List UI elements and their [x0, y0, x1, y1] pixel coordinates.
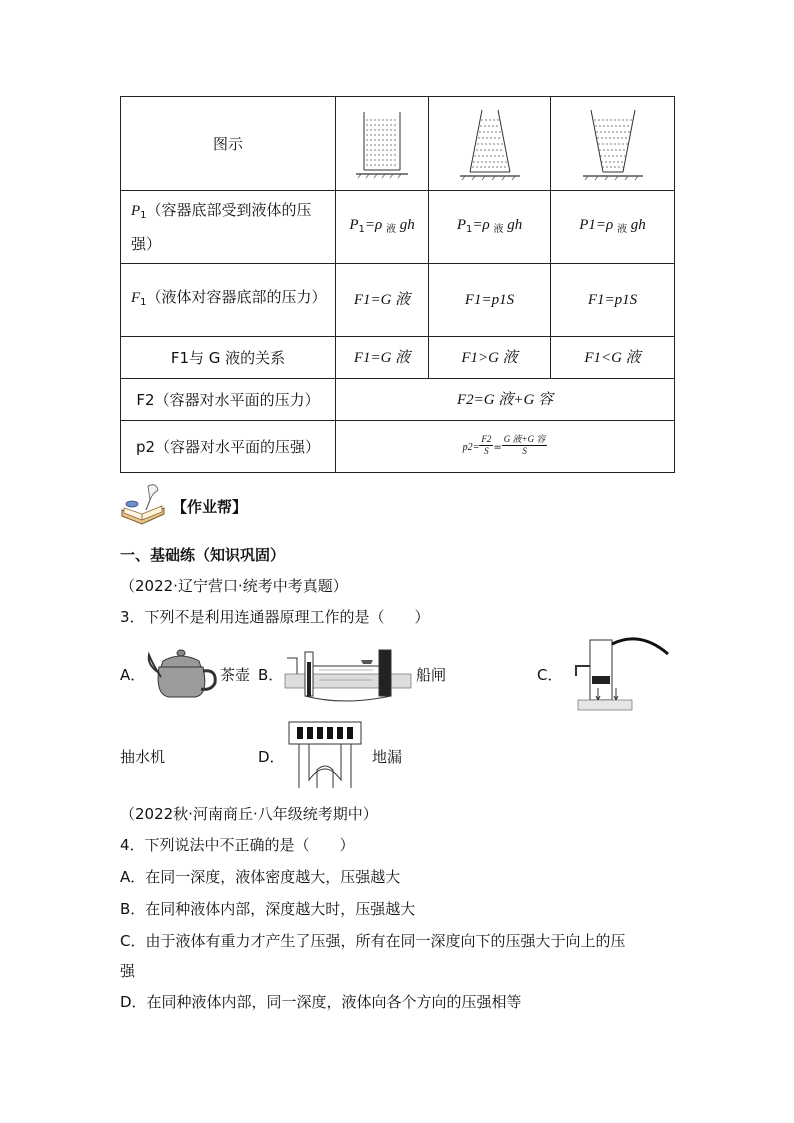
q4-source: （2022秋·河南商丘·八年级统考期中）: [120, 805, 378, 823]
cell-p1-wide-top: P1=ρ $_液$ gh: [551, 191, 675, 264]
table-row: [121, 337, 675, 379]
cell-f2-merged: F2=G 液+G 容: [336, 379, 675, 421]
header-label: 图示: [121, 97, 336, 191]
cell-p1-straight: $P_1=\rho$ $_液$ gh: [336, 191, 429, 264]
cell-p1-wide-bottom: $P_1=\rho$ $_液$ gh: [429, 191, 551, 264]
q3-option-c-letter[interactable]: C．: [537, 666, 563, 684]
q4-option-d[interactable]: D．在同种液体内部，同一深度，液体向各个方向的压强相等: [120, 993, 522, 1011]
row-label-f1: $F_1$（液体对容器底部的压力）: [121, 264, 336, 337]
table-row: [121, 97, 675, 191]
q3-option-c-label: 抽水机: [120, 748, 166, 766]
q3-source: （2022·辽宁营口·统考中考真题）: [120, 577, 348, 595]
q4-option-a[interactable]: A．在同一深度，液体密度越大，压强越大: [120, 868, 401, 886]
floor-drain-icon: [285, 718, 365, 790]
q3-option-d-label: 地漏: [372, 748, 403, 766]
q4-option-c[interactable]: C．由于液体有重力才产生了压强，所有在同一深度向下的压强大于向上的压: [120, 932, 626, 950]
wide-top-container-figure: [551, 97, 675, 191]
section-title: 一、基础练（知识巩固）: [120, 546, 286, 564]
q3-option-b-letter[interactable]: B．: [258, 666, 284, 684]
q3-option-a-letter[interactable]: A．: [120, 666, 146, 684]
table-row: [121, 421, 675, 473]
pressure-table: [120, 96, 675, 473]
water-pump-icon: [560, 630, 670, 716]
cell-rel-wide-bottom: F1>G 液: [429, 337, 551, 379]
q3-option-b-label: 船闸: [416, 666, 447, 684]
cell-rel-wide-top: F1<G 液: [551, 337, 675, 379]
row-label-p2: p2（容器对水平面的压强）: [121, 421, 336, 473]
cell-f1-wide-bottom: F1=p1S: [429, 264, 551, 337]
teapot-icon: [145, 645, 221, 701]
table-row: [121, 264, 675, 337]
q4-option-c-cont: 强: [120, 962, 136, 980]
table-row: [121, 191, 675, 264]
cell-f1-straight: F1=G 液: [336, 264, 429, 337]
q3-option-d-letter[interactable]: D．: [258, 748, 285, 766]
open-book-icon: [118, 480, 170, 528]
row-label-p1: $P_1$（容器底部受到液体的压强）: [121, 191, 336, 264]
row-label-f2: F2（容器对水平面的压力）: [121, 379, 336, 421]
cell-p2-formula: p2= $\frac{F2}{S}$ = $\frac{\text{G 液+G 容}}{S}$: [336, 421, 675, 473]
straight-container-figure: [336, 97, 429, 191]
homework-header: 【作业帮】: [172, 498, 248, 516]
cell-rel-straight: F1=G 液: [336, 337, 429, 379]
q3-stem: 3．下列不是利用连通器原理工作的是（ ）: [120, 608, 430, 626]
wide-bottom-container-figure: [429, 97, 551, 191]
q4-stem: 4．下列说法中不正确的是（ ）: [120, 836, 355, 854]
q3-option-a-label: 茶壶: [220, 666, 251, 684]
cell-f1-wide-top: F1=p1S: [551, 264, 675, 337]
ship-lock-icon: [283, 640, 413, 706]
row-label-relation: F1与 G 液的关系: [121, 337, 336, 379]
q4-option-b[interactable]: B．在同种液体内部，深度越大时，压强越大: [120, 900, 416, 918]
table-row: [121, 379, 675, 421]
